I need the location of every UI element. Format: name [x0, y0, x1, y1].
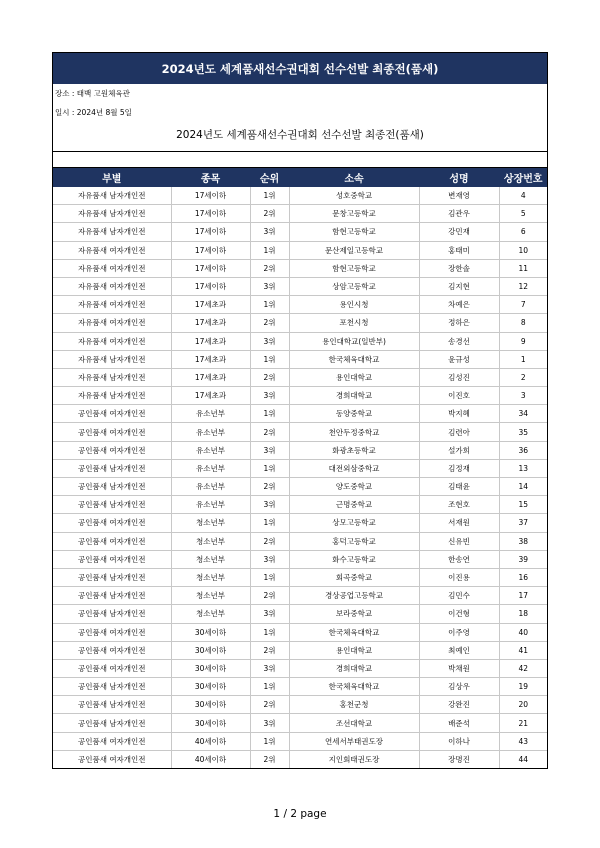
- certificate-no-cell: 12: [499, 277, 547, 295]
- table-row: [53, 641, 547, 659]
- rank-cell: 2위: [250, 368, 289, 386]
- rank-cell: 1위: [250, 514, 289, 532]
- division-cell: 자유품새 남자개인전: [53, 223, 171, 241]
- division-cell: 자유품새 남자개인전: [53, 368, 171, 386]
- name-cell: 김관우: [419, 205, 499, 223]
- name-cell: 한송연: [419, 550, 499, 568]
- name-cell: 이하나: [419, 732, 499, 750]
- table-header-row: [53, 168, 547, 187]
- name-cell: 신유빈: [419, 532, 499, 550]
- affiliation-cell: 연세서부태권도장: [289, 732, 419, 750]
- category-cell: 30세이하: [171, 696, 250, 714]
- table-row: [53, 732, 547, 750]
- affiliation-cell: 홍천군청: [289, 696, 419, 714]
- affiliation-cell: 지인회태권도장: [289, 750, 419, 768]
- blank-row: [53, 152, 547, 168]
- rank-cell: 1위: [250, 459, 289, 477]
- category-cell: 유소년부: [171, 441, 250, 459]
- division-cell: 공인품새 여자개인전: [53, 441, 171, 459]
- rank-cell: 1위: [250, 350, 289, 368]
- category-cell: 30세이하: [171, 678, 250, 696]
- category-cell: 청소년부: [171, 605, 250, 623]
- division-cell: 자유품새 여자개인전: [53, 332, 171, 350]
- certificate-no-cell: 5: [499, 205, 547, 223]
- division-cell: 공인품새 여자개인전: [53, 732, 171, 750]
- results-table: [53, 168, 547, 768]
- category-cell: 청소년부: [171, 587, 250, 605]
- division-cell: 공인품새 남자개인전: [53, 568, 171, 586]
- table-row: [53, 332, 547, 350]
- category-cell: 17세초과: [171, 296, 250, 314]
- division-cell: 공인품새 남자개인전: [53, 496, 171, 514]
- division-cell: 자유품새 여자개인전: [53, 314, 171, 332]
- name-cell: 김태윤: [419, 478, 499, 496]
- certificate-no-cell: 16: [499, 568, 547, 586]
- category-cell: 17세초과: [171, 368, 250, 386]
- certificate-no-cell: 18: [499, 605, 547, 623]
- table-row: [53, 277, 547, 295]
- certificate-no-cell: 34: [499, 405, 547, 423]
- name-cell: 김련아: [419, 423, 499, 441]
- category-cell: 30세이하: [171, 623, 250, 641]
- certificate-no-cell: 36: [499, 441, 547, 459]
- category-cell: 17세초과: [171, 387, 250, 405]
- category-cell: 17세이하: [171, 223, 250, 241]
- division-cell: 자유품새 여자개인전: [53, 259, 171, 277]
- certificate-no-cell: 41: [499, 641, 547, 659]
- column-header-affiliation: 소속: [289, 168, 419, 187]
- division-cell: 자유품새 여자개인전: [53, 241, 171, 259]
- certificate-no-cell: 35: [499, 423, 547, 441]
- rank-cell: 2위: [250, 532, 289, 550]
- rank-cell: 2위: [250, 696, 289, 714]
- certificate-no-cell: 1: [499, 350, 547, 368]
- affiliation-cell: 대전외삼중학교: [289, 459, 419, 477]
- table-row: [53, 496, 547, 514]
- rank-cell: 3위: [250, 223, 289, 241]
- certificate-no-cell: 42: [499, 659, 547, 677]
- table-row: [53, 623, 547, 641]
- division-cell: 공인품새 여자개인전: [53, 550, 171, 568]
- table-row: [53, 423, 547, 441]
- affiliation-cell: 근명중학교: [289, 496, 419, 514]
- rank-cell: 1위: [250, 678, 289, 696]
- certificate-no-cell: 4: [499, 187, 547, 205]
- name-cell: 이진호: [419, 387, 499, 405]
- name-cell: 박채원: [419, 659, 499, 677]
- name-cell: 강완진: [419, 696, 499, 714]
- name-cell: 차예은: [419, 296, 499, 314]
- table-row: [53, 568, 547, 586]
- table-row: [53, 368, 547, 386]
- division-cell: 자유품새 남자개인전: [53, 350, 171, 368]
- name-cell: 조현호: [419, 496, 499, 514]
- table-body: [53, 187, 547, 768]
- category-cell: 유소년부: [171, 423, 250, 441]
- affiliation-cell: 함현고등학교: [289, 259, 419, 277]
- rank-cell: 1위: [250, 187, 289, 205]
- table-row: [53, 205, 547, 223]
- name-cell: 이주영: [419, 623, 499, 641]
- rank-cell: 1위: [250, 623, 289, 641]
- rank-cell: 3위: [250, 496, 289, 514]
- table-row: [53, 387, 547, 405]
- table-row: [53, 314, 547, 332]
- table-row: [53, 259, 547, 277]
- affiliation-cell: 홍덕고등학교: [289, 532, 419, 550]
- affiliation-cell: 조선대학교: [289, 714, 419, 732]
- certificate-no-cell: 17: [499, 587, 547, 605]
- table-row: [53, 532, 547, 550]
- rank-cell: 3위: [250, 332, 289, 350]
- result-sheet: [52, 52, 548, 769]
- name-cell: 정하은: [419, 314, 499, 332]
- rank-cell: 3위: [250, 659, 289, 677]
- category-cell: 17세초과: [171, 350, 250, 368]
- division-cell: 자유품새 여자개인전: [53, 296, 171, 314]
- category-cell: 청소년부: [171, 532, 250, 550]
- division-cell: 공인품새 남자개인전: [53, 478, 171, 496]
- certificate-no-cell: 20: [499, 696, 547, 714]
- division-cell: 공인품새 남자개인전: [53, 714, 171, 732]
- rank-cell: 2위: [250, 587, 289, 605]
- rank-cell: 3위: [250, 441, 289, 459]
- certificate-no-cell: 38: [499, 532, 547, 550]
- certificate-no-cell: 3: [499, 387, 547, 405]
- name-cell: 홍태미: [419, 241, 499, 259]
- affiliation-cell: 동양중학교: [289, 405, 419, 423]
- rank-cell: 3위: [250, 605, 289, 623]
- division-cell: 공인품새 남자개인전: [53, 459, 171, 477]
- certificate-no-cell: 6: [499, 223, 547, 241]
- name-cell: 배준석: [419, 714, 499, 732]
- name-cell: 김지현: [419, 277, 499, 295]
- rank-cell: 1위: [250, 241, 289, 259]
- division-cell: 공인품새 여자개인전: [53, 532, 171, 550]
- name-cell: 김성진: [419, 368, 499, 386]
- affiliation-cell: 상암고등학교: [289, 277, 419, 295]
- division-cell: 자유품새 남자개인전: [53, 187, 171, 205]
- certificate-no-cell: 2: [499, 368, 547, 386]
- table-row: [53, 405, 547, 423]
- table-row: [53, 350, 547, 368]
- division-cell: 공인품새 여자개인전: [53, 659, 171, 677]
- name-cell: 설가희: [419, 441, 499, 459]
- table-row: [53, 750, 547, 768]
- affiliation-cell: 한국체육대학교: [289, 350, 419, 368]
- name-cell: 장한솔: [419, 259, 499, 277]
- category-cell: 청소년부: [171, 514, 250, 532]
- table-row: [53, 659, 547, 677]
- certificate-no-cell: 39: [499, 550, 547, 568]
- affiliation-cell: 문창고등학교: [289, 205, 419, 223]
- name-cell: 장명진: [419, 750, 499, 768]
- category-cell: 17세이하: [171, 205, 250, 223]
- affiliation-cell: 보라중학교: [289, 605, 419, 623]
- rank-cell: 3위: [250, 550, 289, 568]
- rank-cell: 2위: [250, 641, 289, 659]
- date-line: 일시 : 2024년 8월 5일: [55, 108, 132, 117]
- certificate-no-cell: 7: [499, 296, 547, 314]
- name-cell: 강민재: [419, 223, 499, 241]
- category-cell: 17세이하: [171, 277, 250, 295]
- category-cell: 청소년부: [171, 568, 250, 586]
- table-row: [53, 459, 547, 477]
- rank-cell: 3위: [250, 387, 289, 405]
- column-header-category: 종목: [171, 168, 250, 187]
- certificate-no-cell: 15: [499, 496, 547, 514]
- name-cell: 김상우: [419, 678, 499, 696]
- column-header-certificate-no: 상장번호: [499, 168, 547, 187]
- table-row: [53, 441, 547, 459]
- certificate-no-cell: 19: [499, 678, 547, 696]
- rank-cell: 1위: [250, 568, 289, 586]
- category-cell: 17세이하: [171, 259, 250, 277]
- division-cell: 공인품새 여자개인전: [53, 623, 171, 641]
- table-row: [53, 296, 547, 314]
- category-cell: 유소년부: [171, 496, 250, 514]
- name-cell: 송경선: [419, 332, 499, 350]
- division-cell: 자유품새 남자개인전: [53, 205, 171, 223]
- table-row: [53, 478, 547, 496]
- name-cell: 김정재: [419, 459, 499, 477]
- affiliation-cell: 용인대학교: [289, 641, 419, 659]
- table-subtitle: 2024년도 세계품새선수권대회 선수선발 최종전(품새): [53, 122, 547, 152]
- category-cell: 청소년부: [171, 550, 250, 568]
- table-row: [53, 696, 547, 714]
- category-cell: 40세이하: [171, 750, 250, 768]
- table-row: [53, 605, 547, 623]
- column-header-rank: 순위: [250, 168, 289, 187]
- table-row: [53, 223, 547, 241]
- rank-cell: 2위: [250, 423, 289, 441]
- table-row: [53, 714, 547, 732]
- category-cell: 유소년부: [171, 478, 250, 496]
- category-cell: 17세초과: [171, 332, 250, 350]
- table-row: [53, 678, 547, 696]
- division-cell: 공인품새 남자개인전: [53, 587, 171, 605]
- affiliation-cell: 성호중학교: [289, 187, 419, 205]
- document-title: 2024년도 세계품새선수권대회 선수선발 최종전(품새): [53, 53, 547, 84]
- division-cell: 공인품새 여자개인전: [53, 423, 171, 441]
- affiliation-cell: 한국체육대학교: [289, 678, 419, 696]
- affiliation-cell: 포천시청: [289, 314, 419, 332]
- certificate-no-cell: 14: [499, 478, 547, 496]
- rank-cell: 1위: [250, 405, 289, 423]
- category-cell: 17세이하: [171, 241, 250, 259]
- division-cell: 공인품새 남자개인전: [53, 696, 171, 714]
- name-cell: 서재원: [419, 514, 499, 532]
- name-cell: 김민수: [419, 587, 499, 605]
- category-cell: 유소년부: [171, 459, 250, 477]
- column-header-name: 성명: [419, 168, 499, 187]
- certificate-no-cell: 13: [499, 459, 547, 477]
- affiliation-cell: 화광초등학교: [289, 441, 419, 459]
- rank-cell: 1위: [250, 296, 289, 314]
- rank-cell: 2위: [250, 259, 289, 277]
- affiliation-cell: 화수고등학교: [289, 550, 419, 568]
- certificate-no-cell: 9: [499, 332, 547, 350]
- affiliation-cell: 회곡중학교: [289, 568, 419, 586]
- division-cell: 공인품새 여자개인전: [53, 641, 171, 659]
- affiliation-cell: 한국체육대학교: [289, 623, 419, 641]
- page-indicator: 1 / 2 page: [273, 808, 327, 820]
- rank-cell: 1위: [250, 732, 289, 750]
- division-cell: 공인품새 여자개인전: [53, 405, 171, 423]
- division-cell: 공인품새 남자개인전: [53, 678, 171, 696]
- certificate-no-cell: 8: [499, 314, 547, 332]
- category-cell: 유소년부: [171, 405, 250, 423]
- affiliation-cell: 용인대학교: [289, 368, 419, 386]
- table-row: [53, 550, 547, 568]
- affiliation-cell: 경상공업고등학교: [289, 587, 419, 605]
- division-cell: 자유품새 여자개인전: [53, 277, 171, 295]
- name-cell: 윤규성: [419, 350, 499, 368]
- affiliation-cell: 양도중학교: [289, 478, 419, 496]
- certificate-no-cell: 11: [499, 259, 547, 277]
- division-cell: 공인품새 여자개인전: [53, 750, 171, 768]
- rank-cell: 2위: [250, 750, 289, 768]
- name-cell: 박지혜: [419, 405, 499, 423]
- name-cell: 최예인: [419, 641, 499, 659]
- name-cell: 변재영: [419, 187, 499, 205]
- affiliation-cell: 상모고등학교: [289, 514, 419, 532]
- category-cell: 40세이하: [171, 732, 250, 750]
- certificate-no-cell: 40: [499, 623, 547, 641]
- rank-cell: 2위: [250, 314, 289, 332]
- affiliation-cell: 경희대학교: [289, 659, 419, 677]
- rank-cell: 2위: [250, 478, 289, 496]
- certificate-no-cell: 21: [499, 714, 547, 732]
- name-cell: 이건형: [419, 605, 499, 623]
- table-row: [53, 514, 547, 532]
- category-cell: 30세이하: [171, 659, 250, 677]
- affiliation-cell: 경희대학교: [289, 387, 419, 405]
- division-cell: 공인품새 여자개인전: [53, 514, 171, 532]
- certificate-no-cell: 37: [499, 514, 547, 532]
- affiliation-cell: 용인시청: [289, 296, 419, 314]
- name-cell: 이진용: [419, 568, 499, 586]
- affiliation-cell: 함현고등학교: [289, 223, 419, 241]
- affiliation-cell: 문산제일고등학교: [289, 241, 419, 259]
- affiliation-cell: 용인대학교(일반부): [289, 332, 419, 350]
- category-cell: 17세이하: [171, 187, 250, 205]
- category-cell: 30세이하: [171, 714, 250, 732]
- category-cell: 30세이하: [171, 641, 250, 659]
- division-cell: 자유품새 남자개인전: [53, 387, 171, 405]
- venue-line: 장소 : 태백 고원체육관: [55, 89, 130, 98]
- table-row: [53, 241, 547, 259]
- table-row: [53, 187, 547, 205]
- column-header-division: 부별: [53, 168, 171, 187]
- rank-cell: 3위: [250, 714, 289, 732]
- table-row: [53, 587, 547, 605]
- division-cell: 공인품새 남자개인전: [53, 605, 171, 623]
- category-cell: 17세초과: [171, 314, 250, 332]
- affiliation-cell: 천안두정중학교: [289, 423, 419, 441]
- rank-cell: 2위: [250, 205, 289, 223]
- certificate-no-cell: 43: [499, 732, 547, 750]
- rank-cell: 3위: [250, 277, 289, 295]
- certificate-no-cell: 44: [518, 754, 529, 764]
- certificate-no-cell: 10: [499, 241, 547, 259]
